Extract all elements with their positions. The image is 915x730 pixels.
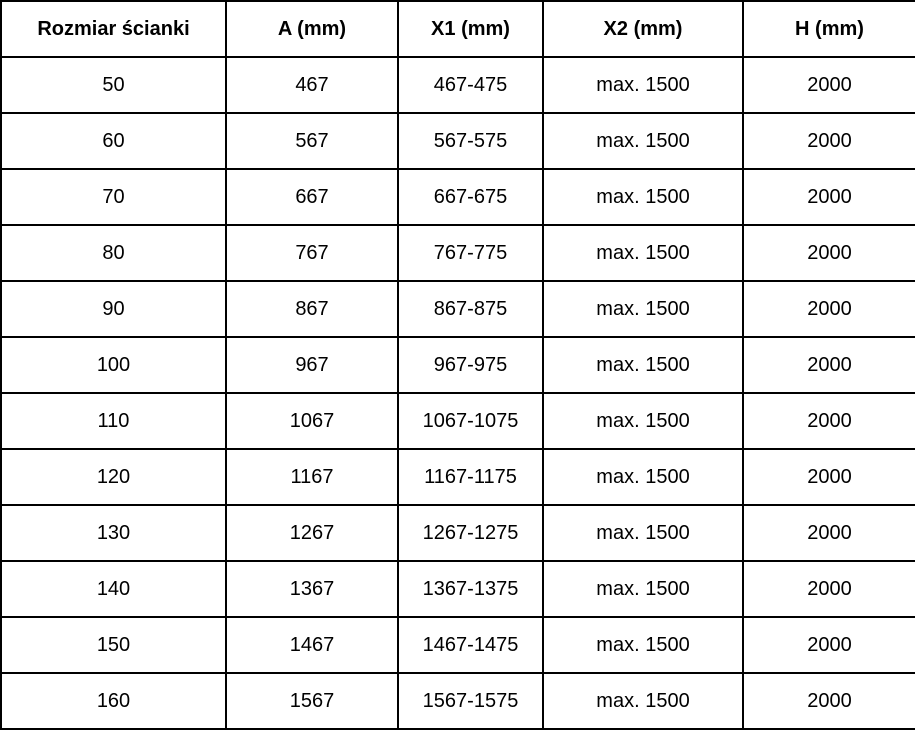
cell-size: 120	[1, 449, 226, 505]
cell-size: 50	[1, 57, 226, 113]
cell-x1: 1467-1475	[398, 617, 543, 673]
cell-size: 80	[1, 225, 226, 281]
table-header	[1, 1, 915, 57]
cell-x2: max. 1500	[543, 113, 743, 169]
cell-h: 2000	[743, 449, 915, 505]
cell-size: 130	[1, 505, 226, 561]
column-header-a: A (mm)	[226, 1, 398, 57]
cell-x1: 767-775	[398, 225, 543, 281]
cell-x1: 1167-1175	[398, 449, 543, 505]
cell-h: 2000	[743, 113, 915, 169]
cell-x1: 867-875	[398, 281, 543, 337]
table-row	[1, 337, 915, 393]
table-row	[1, 449, 915, 505]
cell-x2: max. 1500	[543, 673, 743, 729]
cell-a: 667	[226, 169, 398, 225]
cell-x2: max. 1500	[543, 225, 743, 281]
table-row	[1, 505, 915, 561]
cell-h: 2000	[743, 673, 915, 729]
cell-a: 467	[226, 57, 398, 113]
table-row	[1, 393, 915, 449]
cell-size: 110	[1, 393, 226, 449]
cell-a: 1067	[226, 393, 398, 449]
table-row	[1, 617, 915, 673]
cell-a: 1267	[226, 505, 398, 561]
cell-h: 2000	[743, 281, 915, 337]
cell-x1: 1267-1275	[398, 505, 543, 561]
cell-a: 1367	[226, 561, 398, 617]
cell-size: 70	[1, 169, 226, 225]
cell-x2: max. 1500	[543, 561, 743, 617]
cell-x2: max. 1500	[543, 337, 743, 393]
cell-a: 567	[226, 113, 398, 169]
cell-size: 60	[1, 113, 226, 169]
cell-x2: max. 1500	[543, 281, 743, 337]
table-row	[1, 169, 915, 225]
cell-a: 1567	[226, 673, 398, 729]
table-body	[1, 57, 915, 729]
cell-x2: max. 1500	[543, 57, 743, 113]
cell-x2: max. 1500	[543, 505, 743, 561]
column-header-x1: X1 (mm)	[398, 1, 543, 57]
cell-size: 160	[1, 673, 226, 729]
cell-x1: 567-575	[398, 113, 543, 169]
cell-h: 2000	[743, 225, 915, 281]
cell-h: 2000	[743, 337, 915, 393]
column-header-size: Rozmiar ścianki	[1, 1, 226, 57]
table-header-row	[1, 1, 915, 57]
table-row	[1, 57, 915, 113]
cell-x1: 1567-1575	[398, 673, 543, 729]
cell-h: 2000	[743, 505, 915, 561]
cell-a: 767	[226, 225, 398, 281]
cell-size: 100	[1, 337, 226, 393]
cell-x2: max. 1500	[543, 617, 743, 673]
table-row	[1, 225, 915, 281]
cell-x2: max. 1500	[543, 449, 743, 505]
cell-x1: 1067-1075	[398, 393, 543, 449]
cell-x1: 467-475	[398, 57, 543, 113]
cell-h: 2000	[743, 617, 915, 673]
cell-x1: 967-975	[398, 337, 543, 393]
cell-x1: 667-675	[398, 169, 543, 225]
cell-size: 90	[1, 281, 226, 337]
cell-h: 2000	[743, 393, 915, 449]
cell-a: 1167	[226, 449, 398, 505]
cell-a: 967	[226, 337, 398, 393]
cell-x2: max. 1500	[543, 169, 743, 225]
column-header-x2: X2 (mm)	[543, 1, 743, 57]
cell-size: 150	[1, 617, 226, 673]
cell-h: 2000	[743, 169, 915, 225]
cell-x1: 1367-1375	[398, 561, 543, 617]
table-row	[1, 673, 915, 729]
table-row	[1, 281, 915, 337]
cell-h: 2000	[743, 57, 915, 113]
cell-a: 867	[226, 281, 398, 337]
cell-h: 2000	[743, 561, 915, 617]
column-header-h: H (mm)	[743, 1, 915, 57]
table-row	[1, 113, 915, 169]
cell-size: 140	[1, 561, 226, 617]
table-row	[1, 561, 915, 617]
cell-a: 1467	[226, 617, 398, 673]
cell-x2: max. 1500	[543, 393, 743, 449]
